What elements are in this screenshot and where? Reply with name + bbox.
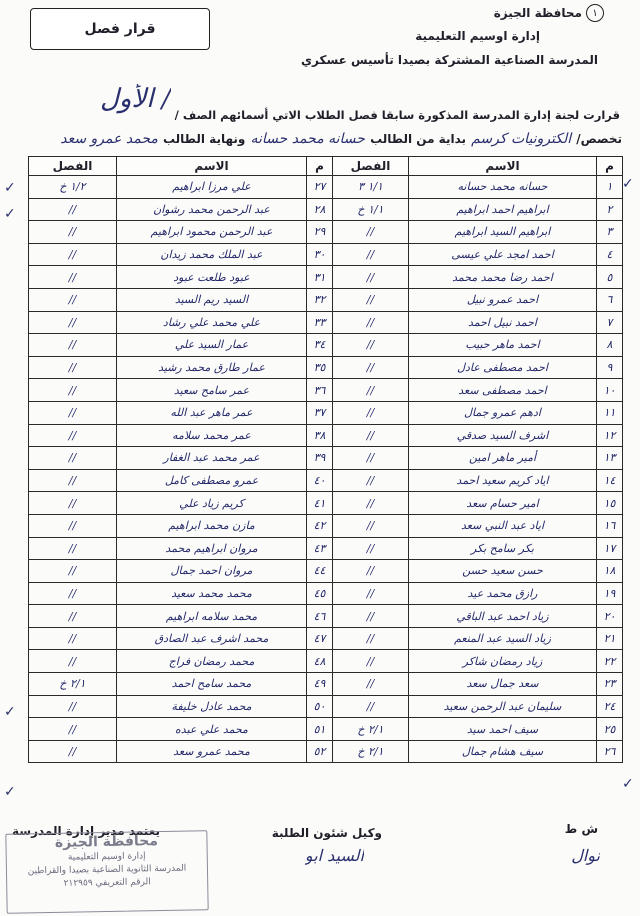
row-number: ٣ (597, 221, 623, 244)
decision-text: قرارت لجنة إدارة المدرسة المذكورة سابقا فصل الطلاب الاتي أسمائهم الصف / (174, 108, 620, 122)
student-name: عمر محمد سلامه (117, 424, 307, 447)
table-row (333, 673, 623, 696)
table-row (29, 537, 333, 560)
row-number: ٤٦ (307, 605, 333, 628)
governorate-name: محافظة الجيزة (493, 6, 582, 20)
from-student: حسانه محمد حسانه (250, 131, 365, 147)
stamp-line-2: المدرسة الثانوية الصناعية بصيدا والقراطين (27, 863, 187, 877)
table-row (333, 718, 623, 741)
table-row (29, 379, 333, 402)
row-number: ٤٢ (307, 514, 333, 537)
check-mark-icon: ✓ (622, 776, 634, 792)
class-cell: ١/٢ خ (29, 176, 117, 199)
class-cell: // (29, 740, 117, 763)
row-number: ٣٤ (307, 334, 333, 357)
table-row (29, 605, 333, 628)
table-row (29, 243, 333, 266)
row-number: ٣٧ (307, 401, 333, 424)
column-header-name: الاسم (117, 157, 307, 176)
table-header-row (333, 157, 623, 176)
row-number: ٤٣ (307, 537, 333, 560)
student-name: مروان احمد جمال (117, 560, 307, 583)
table-row (29, 514, 333, 537)
table-row (333, 424, 623, 447)
class-cell: // (333, 695, 409, 718)
sh-t-signature: نوال (571, 846, 600, 865)
row-number: ٣٣ (307, 311, 333, 334)
table-row (333, 311, 623, 334)
grade-handwritten: / الأول (100, 84, 171, 114)
student-name: عمار السيد علي (117, 334, 307, 357)
row-number: ٢٨ (307, 198, 333, 221)
class-cell: // (333, 560, 409, 583)
student-name: محمد سامح احمد (117, 673, 307, 696)
student-name: رازق محمد عيد (409, 582, 597, 605)
student-name: محمد سلامه ابراهيم (117, 605, 307, 628)
row-number: ١٤ (597, 469, 623, 492)
table-row (333, 243, 623, 266)
table-row (333, 627, 623, 650)
row-number: ٥٠ (307, 695, 333, 718)
check-mark-icon: ✓ (4, 784, 16, 800)
class-cell: // (29, 492, 117, 515)
class-cell: // (333, 401, 409, 424)
school-stamp (5, 830, 208, 914)
student-name: السيد ريم السيد (117, 288, 307, 311)
class-cell: ٢/١ خ (29, 673, 117, 696)
class-cell: // (29, 514, 117, 537)
student-name: محمد عمرو سعد (117, 740, 307, 763)
row-number: ١ (597, 176, 623, 199)
stamp-line-3: الرقم التعريفي ٢١٢٩٥٩ (63, 877, 151, 889)
table-row (29, 627, 333, 650)
row-number: ٣٦ (307, 379, 333, 402)
class-cell: // (333, 627, 409, 650)
student-name: محمد اشرف عبد الصادق (117, 627, 307, 650)
from-label: بداية من الطالب (370, 132, 467, 146)
class-cell: // (333, 537, 409, 560)
table-row (29, 424, 333, 447)
student-name: احمد رضا محمد محمد (409, 266, 597, 289)
class-cell: // (29, 537, 117, 560)
table-row (333, 537, 623, 560)
student-name: عمر سامح سعيد (117, 379, 307, 402)
student-name: عمرو مصطفى كامل (117, 469, 307, 492)
check-mark-icon: ✓ (4, 180, 16, 196)
student-name: عمر محمد عبد الغفار (117, 447, 307, 470)
students-table-right (332, 156, 623, 763)
class-cell: // (29, 695, 117, 718)
student-name: احمد نبيل احمد (409, 311, 597, 334)
class-cell: // (333, 582, 409, 605)
class-cell: // (333, 673, 409, 696)
class-cell: // (333, 221, 409, 244)
table-row (333, 221, 623, 244)
student-name: بكر سامح بكر (409, 537, 597, 560)
row-number: ٩ (597, 356, 623, 379)
student-name: محمد رمضان فراج (117, 650, 307, 673)
row-number: ٥١ (307, 718, 333, 741)
students-table-left (28, 156, 333, 763)
class-cell: // (333, 447, 409, 470)
class-cell: // (333, 266, 409, 289)
table-row (333, 356, 623, 379)
class-cell: // (333, 514, 409, 537)
student-name: علي محمد علي رشاد (117, 311, 307, 334)
table-row (333, 650, 623, 673)
table-row (29, 221, 333, 244)
student-name: اشرف السيد صدقي (409, 424, 597, 447)
specialization-label: تخصص/ (576, 132, 622, 146)
row-number: ٤٤ (307, 560, 333, 583)
class-cell: // (333, 379, 409, 402)
student-name: ابراهيم السيد ابراهيم (409, 221, 597, 244)
row-number: ٢٥ (597, 718, 623, 741)
student-name: عمار طارق محمد رشيد (117, 356, 307, 379)
column-header-name: الاسم (409, 157, 597, 176)
administration-name: إدارة اوسيم التعليمية (415, 29, 540, 43)
student-name: عبد الرحمن محمود ابراهيم (117, 221, 307, 244)
row-number: ٣٨ (307, 424, 333, 447)
student-name: زياد رمضان شاكر (409, 650, 597, 673)
row-number: ١٧ (597, 537, 623, 560)
class-cell: // (29, 718, 117, 741)
student-name: ابراهيم احمد ابراهيم (409, 198, 597, 221)
class-cell: // (29, 198, 117, 221)
class-cell: // (29, 447, 117, 470)
table-row (29, 356, 333, 379)
row-number: ٢٣ (597, 673, 623, 696)
student-name: سعد جمال سعد (409, 673, 597, 696)
class-cell: // (333, 492, 409, 515)
row-number: ٢٧ (307, 176, 333, 199)
class-cell: // (333, 356, 409, 379)
table-row (333, 740, 623, 763)
row-number: ٤٩ (307, 673, 333, 696)
class-cell: // (333, 311, 409, 334)
specialization-line (22, 128, 622, 150)
student-name: اياد عبد النبي سعد (409, 514, 597, 537)
row-number: ٣٥ (307, 356, 333, 379)
class-cell: // (29, 266, 117, 289)
student-name: أمير ماهر امين (409, 447, 597, 470)
row-number: ٤١ (307, 492, 333, 515)
table-row (333, 379, 623, 402)
specialization-value: الكترونيات كرسم (471, 131, 572, 147)
table-row (333, 401, 623, 424)
stamp-title: محافظة الجيزة (54, 833, 159, 851)
row-number: ٣٠ (307, 243, 333, 266)
student-name: سيف هشام جمال (409, 740, 597, 763)
school-name: المدرسة الصناعية المشتركة بصيدا تأسيس عسكري (301, 53, 598, 67)
row-number: ٤٨ (307, 650, 333, 673)
table-row (29, 288, 333, 311)
table-row (29, 198, 333, 221)
table-row (29, 673, 333, 696)
row-number: ٦ (597, 288, 623, 311)
sh-t-label: ش ط (564, 822, 598, 836)
student-name: زياد السيد عبد المنعم (409, 627, 597, 650)
class-cell: // (29, 356, 117, 379)
row-number: ١٠ (597, 379, 623, 402)
class-cell: // (333, 288, 409, 311)
table-header-row (29, 157, 333, 176)
student-name: احمد ماهر حبيب (409, 334, 597, 357)
row-number: ٨ (597, 334, 623, 357)
student-name: عمر ماهر عبد الله (117, 401, 307, 424)
row-number: ٢ (597, 198, 623, 221)
row-number: ٤٠ (307, 469, 333, 492)
class-cell: // (29, 288, 117, 311)
class-cell: // (29, 627, 117, 650)
to-label: ونهاية الطالب (162, 132, 246, 146)
check-mark-icon: ✓ (4, 206, 16, 222)
column-header-m: م (597, 157, 623, 176)
table-row (29, 334, 333, 357)
class-cell: // (29, 311, 117, 334)
table-row (333, 560, 623, 583)
row-number: ٢٢ (597, 650, 623, 673)
table-row (333, 492, 623, 515)
row-number: ٢٦ (597, 740, 623, 763)
row-number: ١٩ (597, 582, 623, 605)
student-name: محمد محمد سعيد (117, 582, 307, 605)
student-name: حسانه محمد حسانه (409, 176, 597, 199)
table-row (29, 582, 333, 605)
class-cell: // (333, 334, 409, 357)
table-row (29, 469, 333, 492)
student-name: محمد عادل خليفة (117, 695, 307, 718)
table-row (333, 198, 623, 221)
class-cell: // (29, 401, 117, 424)
student-name: عبود طلعت عبود (117, 266, 307, 289)
row-number: ٥٢ (307, 740, 333, 763)
student-name: مازن محمد ابراهيم (117, 514, 307, 537)
student-name: محمد علي عبده (117, 718, 307, 741)
class-cell: // (29, 334, 117, 357)
table-row (333, 266, 623, 289)
table-row (29, 266, 333, 289)
table-row (29, 695, 333, 718)
student-name: احمد عمرو نبيل (409, 288, 597, 311)
student-affairs-signature: السيد ابو (304, 846, 364, 865)
table-row (333, 605, 623, 628)
row-number: ٥ (597, 266, 623, 289)
table-row (333, 447, 623, 470)
student-name: امير حسام سعد (409, 492, 597, 515)
student-name: سليمان عبد الرحمن سعيد (409, 695, 597, 718)
student-name: اياد كريم سعيد احمد (409, 469, 597, 492)
student-name: ادهم عمرو جمال (409, 401, 597, 424)
student-name: احمد مصطفى عادل (409, 356, 597, 379)
table-row (333, 469, 623, 492)
class-cell: // (29, 582, 117, 605)
page-number-circle: ١ (586, 4, 604, 22)
class-cell: ٢/١ خ (333, 740, 409, 763)
row-number: ٣١ (307, 266, 333, 289)
class-cell: // (29, 560, 117, 583)
table-row (333, 582, 623, 605)
class-cell: // (333, 605, 409, 628)
row-number: ٤٧ (307, 627, 333, 650)
check-mark-icon: ✓ (622, 176, 634, 192)
student-name: مروان ابراهيم محمد (117, 537, 307, 560)
class-cell: // (29, 221, 117, 244)
table-row (333, 176, 623, 199)
student-name: احمد مصطفى سعد (409, 379, 597, 402)
class-cell: ١/١ ٣ (333, 176, 409, 199)
row-number: ٧ (597, 311, 623, 334)
column-header-class: الفصل (29, 157, 117, 176)
class-cell: // (333, 424, 409, 447)
table-row (29, 560, 333, 583)
student-affairs-label: وكيل شئون الطلبة (271, 826, 382, 840)
row-number: ٤ (597, 243, 623, 266)
table-row (29, 492, 333, 515)
class-cell: // (333, 650, 409, 673)
row-number: ١٥ (597, 492, 623, 515)
table-row (333, 695, 623, 718)
row-number: ١٨ (597, 560, 623, 583)
table-row (29, 740, 333, 763)
row-number: ٢٠ (597, 605, 623, 628)
check-mark-icon: ✓ (4, 704, 16, 720)
table-row (333, 288, 623, 311)
row-number: ٢٤ (597, 695, 623, 718)
table-row (29, 311, 333, 334)
student-name: احمد امجد علي عيسى (409, 243, 597, 266)
table-row (333, 514, 623, 537)
row-number: ١١ (597, 401, 623, 424)
stamp-line-1: إدارة اوسيم التعليمية (67, 851, 146, 863)
to-student: محمد عمرو سعد (60, 131, 158, 147)
class-cell: // (29, 379, 117, 402)
row-number: ٣٢ (307, 288, 333, 311)
director-approval-label: يعتمد مدير إدارة المدرسة (12, 824, 160, 838)
table-row (29, 718, 333, 741)
row-number: ٢٩ (307, 221, 333, 244)
row-number: ٣٩ (307, 447, 333, 470)
row-number: ١٢ (597, 424, 623, 447)
student-name: سيف احمد سيد (409, 718, 597, 741)
class-cell: // (333, 243, 409, 266)
class-cell: // (333, 469, 409, 492)
class-cell: // (29, 243, 117, 266)
class-cell: // (29, 469, 117, 492)
class-cell: ١/١ خ (333, 198, 409, 221)
class-cell: ٢/١ خ (333, 718, 409, 741)
decision-title-box: قرار فصل (30, 8, 210, 50)
class-cell: // (29, 424, 117, 447)
row-number: ١٣ (597, 447, 623, 470)
row-number: ٤٥ (307, 582, 333, 605)
table-row (29, 447, 333, 470)
student-name: عبد الرحمن محمد رشوان (117, 198, 307, 221)
student-name: زياد احمد عبد الباقي (409, 605, 597, 628)
row-number: ١٦ (597, 514, 623, 537)
table-row (333, 334, 623, 357)
row-number: ٢١ (597, 627, 623, 650)
student-name: حسن سعيد حسن (409, 560, 597, 583)
column-header-m: م (307, 157, 333, 176)
column-header-class: الفصل (333, 157, 409, 176)
class-cell: // (29, 650, 117, 673)
student-name: عبد الملك محمد زيدان (117, 243, 307, 266)
table-row (29, 650, 333, 673)
table-row (29, 401, 333, 424)
class-cell: // (29, 605, 117, 628)
table-row (29, 176, 333, 199)
student-name: علي مرزا ابراهيم (117, 176, 307, 199)
student-name: كريم زياد علي (117, 492, 307, 515)
